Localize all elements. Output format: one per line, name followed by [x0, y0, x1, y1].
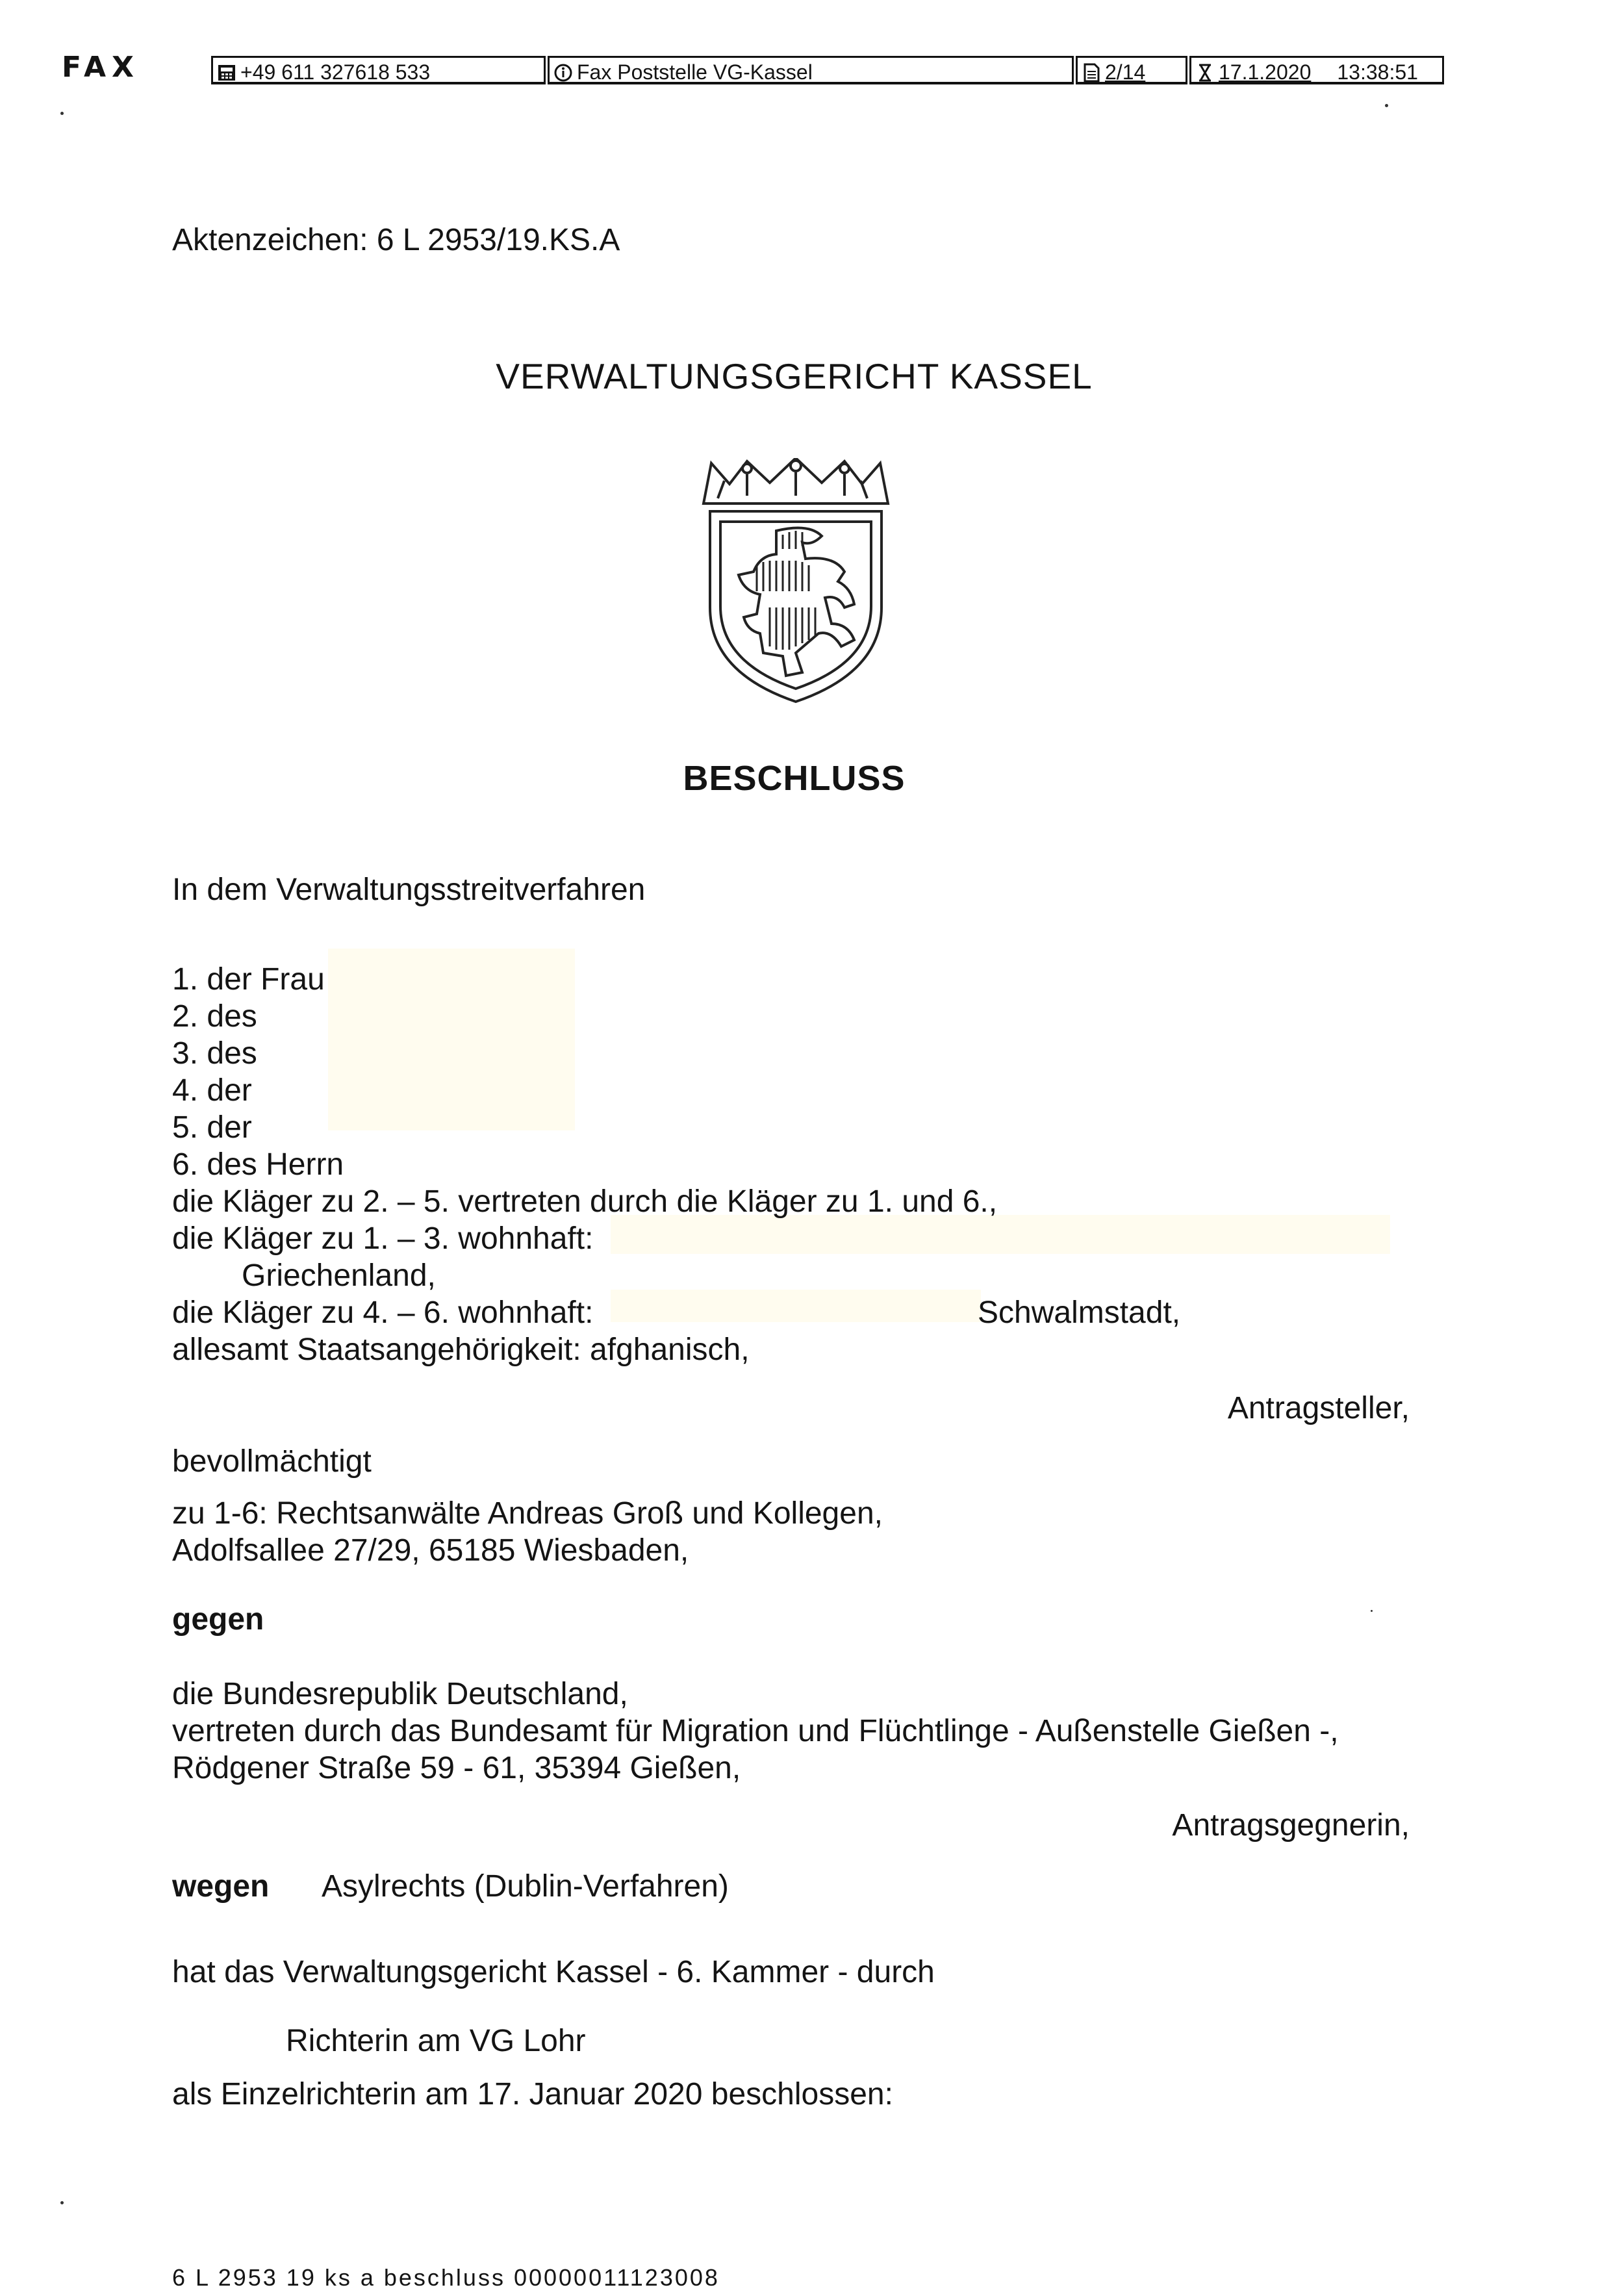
- document-title: BESCHLUSS: [683, 759, 906, 798]
- party-4: 4. der: [172, 1073, 252, 1108]
- subject-text: Asylrechts (Dublin-Verfahren): [322, 1869, 729, 1904]
- decision-date: als Einzelrichterin am 17. Januar 2020 beschlossen:: [172, 2077, 893, 2111]
- party-6: 6. des Herrn: [172, 1147, 344, 1182]
- residence-4-6-city: Schwalmstadt,: [978, 1295, 1181, 1330]
- fax-page: 2/14: [1105, 60, 1146, 84]
- fax-datetime-field: [1189, 56, 1444, 84]
- role-applicant: Antragsteller,: [1227, 1391, 1410, 1425]
- lawyers-text: zu 1-6: Rechtsanwälte Andreas Groß und Kollegen,: [172, 1496, 883, 1531]
- party-2: 2. des: [172, 999, 257, 1034]
- residence-4-6: die Kläger zu 4. – 6. wohnhaft:: [172, 1295, 594, 1330]
- residence-1-3-country: Griechenland,: [242, 1258, 436, 1293]
- nationality-text: allesamt Staatsangehörigkeit: afghanisch,: [172, 1333, 750, 1367]
- decision-intro: hat das Verwaltungsgericht Kassel - 6. Kammer - durch: [172, 1955, 935, 1989]
- redacted-area: [611, 1290, 981, 1322]
- authorized-label: bevollmächtigt: [172, 1444, 372, 1479]
- court-name: VERWALTUNGSGERICHT KASSEL: [496, 356, 1093, 396]
- respondent-address: Rödgener Straße 59 - 61, 35394 Gießen,: [172, 1751, 741, 1785]
- subject-label: wegen: [172, 1869, 270, 1904]
- residence-1-3: die Kläger zu 1. – 3. wohnhaft:: [172, 1221, 594, 1256]
- fax-phone-field: [211, 56, 546, 84]
- redacted-area: [611, 1215, 1390, 1254]
- scan-speck: [1385, 104, 1388, 107]
- role-respondent: Antragsgegnerin,: [1172, 1808, 1410, 1843]
- redacted-area: [328, 949, 575, 1130]
- fax-sender: Fax Poststelle VG-Kassel: [577, 60, 813, 84]
- against-label: gegen: [172, 1602, 264, 1637]
- hourglass-icon: [1195, 63, 1215, 83]
- fax-label: FAX: [62, 51, 140, 84]
- info-icon: [553, 63, 573, 83]
- fax-phone: +49 611 327618 533: [240, 60, 431, 84]
- respondent-representative: vertreten durch das Bundesamt für Migration und Flüchtlinge - Außenstelle Gießen -,: [172, 1714, 1339, 1748]
- party-1: 1. der Frau: [172, 962, 325, 997]
- representation-text: die Kläger zu 2. – 5. vertreten durch die Kläger zu 1. und 6.,: [172, 1184, 998, 1219]
- scan-speck: [60, 2201, 64, 2204]
- fax-sender-field: [548, 56, 1074, 84]
- aktenzeichen: Aktenzeichen: 6 L 2953/19.KS.A: [172, 223, 620, 257]
- fax-time: 13:38:51: [1337, 60, 1418, 84]
- party-3: 3. des: [172, 1036, 257, 1071]
- page-icon: [1082, 63, 1101, 83]
- scan-speck: [1371, 1610, 1373, 1612]
- scan-speck: [60, 112, 64, 115]
- coat-of-arms-icon: [698, 458, 893, 705]
- fax-date: 17.1.2020: [1219, 60, 1312, 84]
- phone-icon: [217, 63, 236, 83]
- respondent-name: die Bundesrepublik Deutschland,: [172, 1677, 628, 1711]
- judge-name: Richterin am VG Lohr: [286, 2024, 586, 2058]
- intro-text: In dem Verwaltungsstreitverfahren: [172, 873, 646, 907]
- party-5: 5. der: [172, 1110, 252, 1145]
- fax-page-field: [1076, 56, 1187, 84]
- lawyers-address: Adolfsallee 27/29, 65185 Wiesbaden,: [172, 1533, 689, 1568]
- document-footer-id: 6 L 2953 19 ks a beschluss 00000011123008: [172, 2264, 720, 2291]
